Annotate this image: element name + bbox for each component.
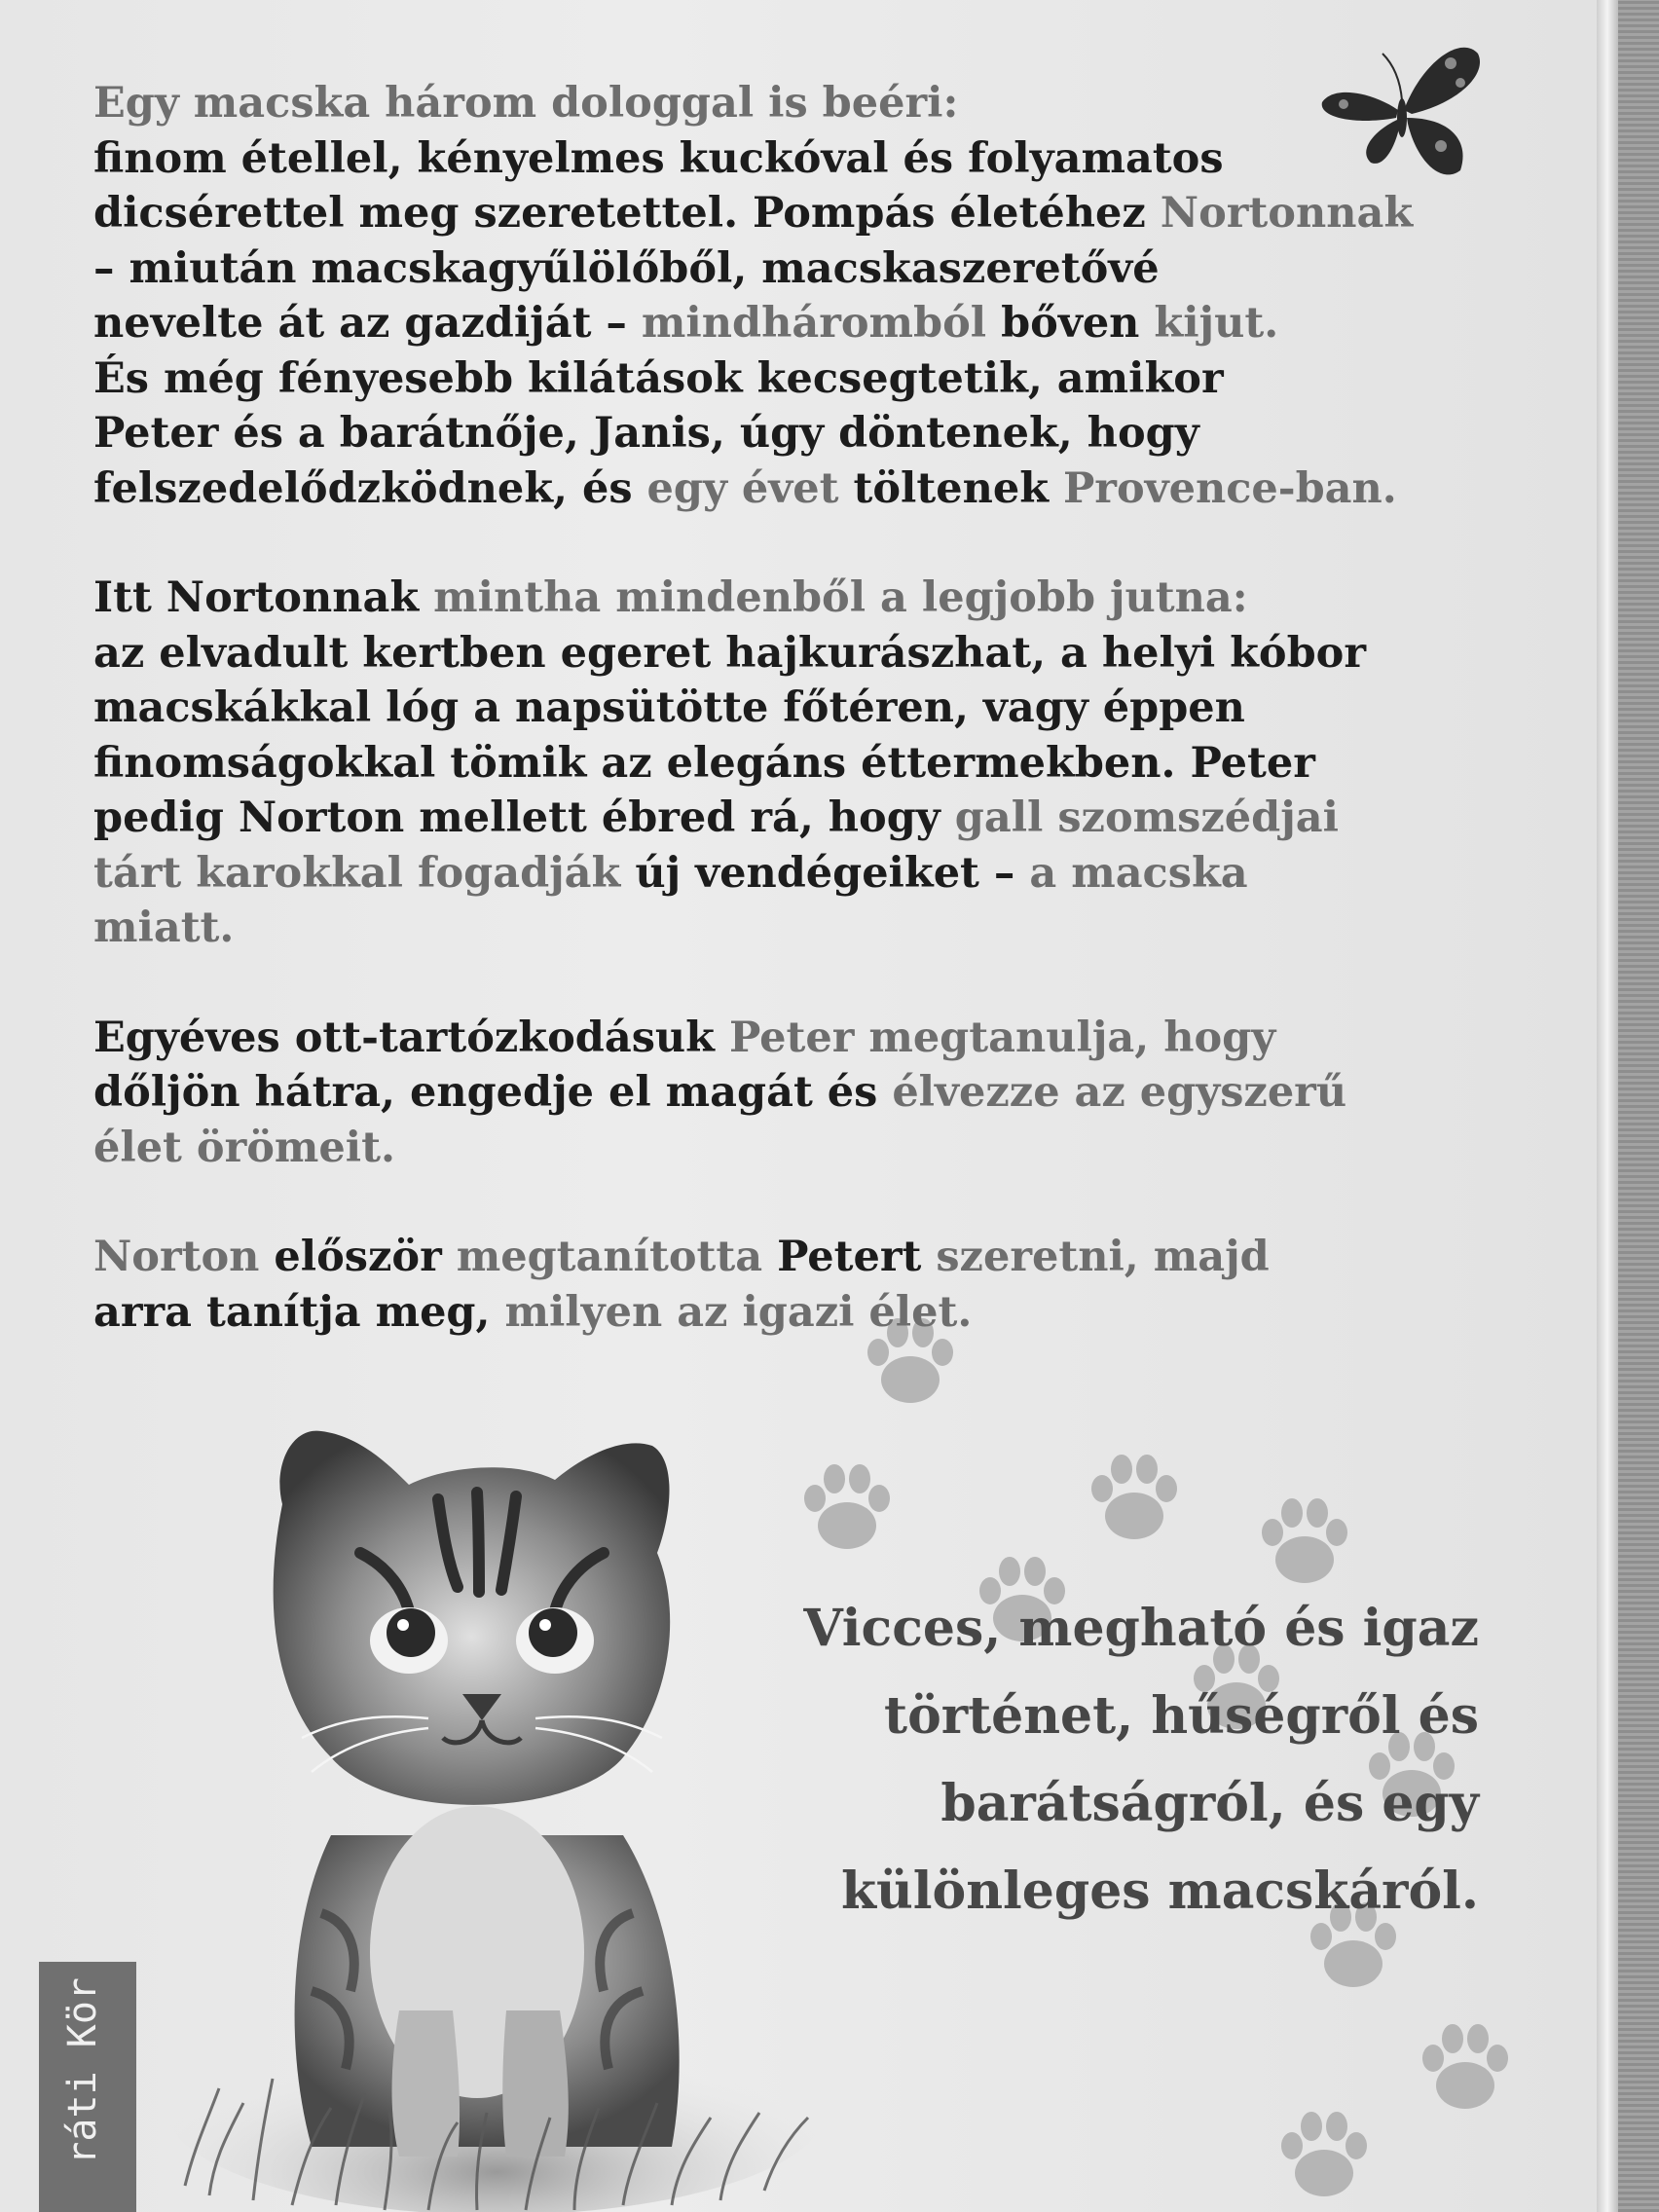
publisher-label-box — [39, 1962, 136, 2212]
blurb-line — [93, 736, 1476, 792]
highlight-text: szeretni, majd — [936, 1233, 1270, 1281]
body-text: először — [259, 1233, 457, 1281]
tagline-line: barátságról, és egy — [940, 1774, 1479, 1833]
body-text: macskákkal lóg a napsütötte főtéren, vagy éppen — [93, 683, 1245, 732]
body-text: dicsérettel meg szeretettel. Pompás életéhez — [93, 189, 1161, 238]
body-text: És még fényesebb kilátások kecsegtetik, amikor — [93, 353, 1224, 403]
highlight-text: kijut. — [1154, 299, 1279, 348]
paw-print-icon — [1081, 1446, 1188, 1553]
paw-print-icon — [1271, 2103, 1378, 2210]
highlight-text: megtanította — [456, 1233, 763, 1281]
blurb-line — [93, 846, 1476, 902]
highlight-text: gall szomszédjai — [954, 793, 1339, 842]
blurb-paragraph-2 — [93, 571, 1476, 956]
paw-print-icon — [1251, 1490, 1358, 1597]
blurb-line — [93, 296, 1476, 351]
blurb-line — [93, 626, 1476, 682]
blurb-paragraph-3 — [93, 1011, 1476, 1176]
highlight-text: Egy macska három dologgal is beéri: — [93, 79, 959, 128]
publisher-label: ráti Kör — [60, 1977, 105, 2165]
body-text: – miután macskagyűlölőből, macskaszeretővé — [93, 243, 1160, 293]
body-text: Peter és a barátnője, Janis, úgy döntenek, hogy — [93, 409, 1199, 458]
body-text: az elvadult kertben egeret hajkurászhat, a helyi kóbor — [93, 628, 1367, 678]
body-text: finom étellel, kényelmes kuckóval és folyamatos — [93, 133, 1224, 183]
blurb-line — [93, 76, 1476, 131]
highlight-text: miatt. — [93, 903, 235, 952]
body-text: pedig Norton mellett ébred rá, hogy — [93, 793, 955, 842]
body-text: töltenek — [838, 463, 1063, 513]
tagline-line: történet, hűségről és — [884, 1686, 1479, 1746]
body-text: arra tanítja meg, — [93, 1287, 505, 1337]
tagline-line: Vicces, megható és igaz — [803, 1599, 1479, 1658]
highlight-text: milyen az igazi élet. — [504, 1287, 973, 1337]
highlight-text: Peter megtanulja, hogy — [728, 1013, 1276, 1062]
blurb-line — [93, 901, 1476, 956]
body-text: finomságokkal tömik az elegáns éttermekben. Peter — [93, 738, 1315, 788]
highlight-text: élvezze az egyszerű — [892, 1068, 1347, 1117]
blurb-line — [93, 461, 1476, 517]
blurb-line — [93, 571, 1476, 626]
tagline-line: különleges macskáról. — [840, 1862, 1479, 1921]
blurb-line — [93, 1065, 1476, 1121]
blurb-line — [93, 406, 1476, 461]
body-text: Petert — [762, 1233, 937, 1281]
body-text: bőven — [986, 299, 1155, 348]
blurb-line — [93, 791, 1476, 846]
blurb-line — [93, 241, 1476, 297]
blurb-line — [93, 351, 1476, 407]
highlight-text: egy évet — [646, 463, 839, 513]
blurb-line — [93, 1121, 1476, 1176]
body-text: Egyéves ott-tartózkodásuk — [93, 1013, 729, 1062]
highlight-text: Provence-ban. — [1062, 463, 1397, 513]
background-surface — [1618, 0, 1659, 2212]
blurb-line — [93, 1230, 1476, 1285]
blurb-line — [93, 131, 1476, 187]
book-spine-edge — [1597, 0, 1618, 2212]
body-text: felszedelődzködnek, és — [93, 463, 647, 513]
blurb-text — [93, 76, 1476, 1394]
highlight-text: mintha mindenből a legjobb jutna: — [433, 573, 1248, 622]
highlight-text: a macska — [1029, 848, 1248, 898]
blurb-line — [93, 1285, 1476, 1341]
paw-print-icon — [1412, 2015, 1519, 2122]
body-text: nevelte át az gazdiját – — [93, 299, 642, 348]
blurb-line — [93, 681, 1476, 736]
body-text: Itt Nortonnak — [93, 573, 434, 622]
highlight-text: mindháromból — [641, 299, 987, 348]
highlight-text: élet örömeit. — [93, 1123, 395, 1172]
highlight-text: Nortonnak — [1160, 189, 1414, 238]
tagline — [803, 1585, 1479, 1936]
kitten-illustration — [166, 1407, 847, 2212]
blurb-line — [93, 1011, 1476, 1066]
blurb-paragraph-4 — [93, 1230, 1476, 1340]
blurb-paragraph-1 — [93, 76, 1476, 516]
highlight-text: Norton — [93, 1233, 260, 1281]
blurb-line — [93, 186, 1476, 241]
body-text: dőljön hátra, engedje el magát és — [93, 1068, 893, 1117]
body-text: új vendégeiket – — [620, 848, 1030, 898]
highlight-text: tárt karokkal fogadják — [93, 848, 621, 898]
